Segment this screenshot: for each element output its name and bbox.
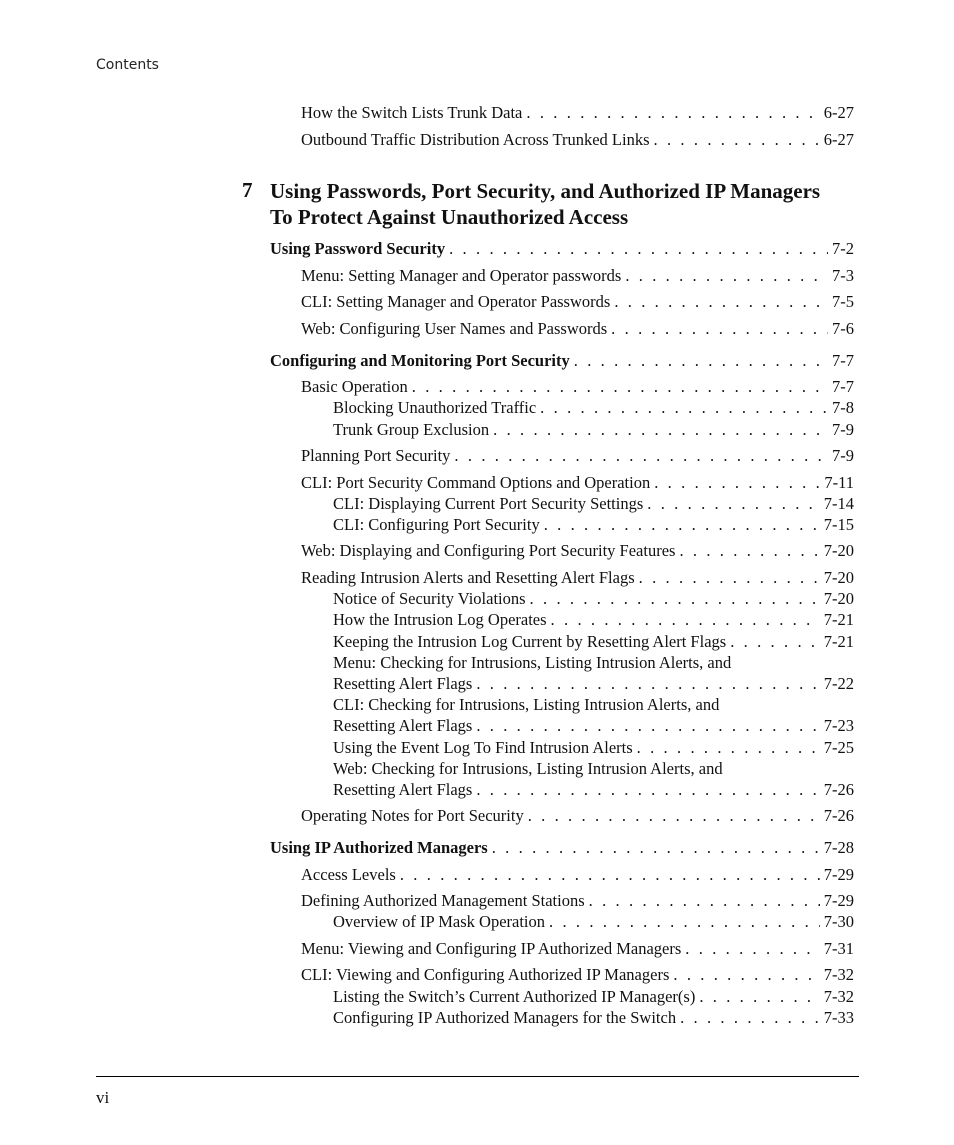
- toc-leader: [625, 266, 828, 286]
- toc-entry-title: Reading Intrusion Alerts and Resetting Alert Flags: [301, 568, 635, 587]
- toc-entry-title: Configuring and Monitoring Port Security: [270, 351, 570, 370]
- toc-leader: [528, 806, 820, 826]
- toc-entry-page: 7-20: [823, 568, 854, 587]
- toc-entry[interactable]: [301, 292, 854, 312]
- toc-leader: [611, 319, 828, 339]
- toc-entry[interactable]: [301, 891, 854, 911]
- toc-entry-title: Using IP Authorized Managers: [270, 838, 488, 857]
- toc-entry-page: 7-23: [823, 716, 854, 735]
- toc-entry-title: Defining Authorized Management Stations: [301, 891, 585, 910]
- toc-subentry[interactable]: [333, 780, 854, 800]
- toc-entry-page: 7-21: [823, 610, 854, 629]
- toc-leader: [551, 610, 820, 630]
- toc-leader: [637, 738, 820, 758]
- toc-entry[interactable]: [301, 865, 854, 885]
- toc-entry-title: Web: Configuring User Names and Passwords: [301, 319, 608, 338]
- toc-subentry[interactable]: [333, 610, 854, 630]
- toc-leader: [530, 589, 820, 609]
- toc-entry-title: Keeping the Intrusion Log Current by Resetting Alert Flags: [333, 632, 727, 651]
- toc-leader: [549, 912, 820, 932]
- toc-entry-page: 7-7: [832, 351, 854, 370]
- page-number: vi: [96, 1088, 110, 1107]
- toc-entry[interactable]: [301, 319, 854, 339]
- toc-entry-title: Configuring IP Authorized Managers for the Switch: [333, 1008, 677, 1027]
- toc-leader: [476, 716, 819, 736]
- toc-entry-title: Resetting Alert Flags: [333, 674, 473, 693]
- toc-entry-page: 7-26: [823, 780, 854, 799]
- toc-subentry[interactable]: [333, 515, 854, 535]
- toc-leader: [574, 351, 828, 371]
- toc-leader: [679, 541, 819, 561]
- chapter-number: 7: [242, 178, 253, 202]
- toc-entry-page: 7-2: [832, 239, 854, 258]
- toc-entry[interactable]: [301, 130, 854, 150]
- chapter-title: Using Passwords, Port Security, and Authorized IP Managers To Protect Against Unauthorized Access: [270, 179, 821, 229]
- toc-entry-page: 7-28: [823, 838, 854, 857]
- toc-entry[interactable]: [301, 103, 854, 123]
- toc-leader: [614, 292, 828, 312]
- toc-entry-title: Planning Port Security: [301, 446, 451, 465]
- toc-subentry[interactable]: [333, 738, 854, 758]
- toc-leader: [476, 780, 819, 800]
- toc-entry-title: Trunk Group Exclusion: [333, 420, 490, 439]
- toc-leader: [639, 568, 820, 588]
- toc-subentry-title-line[interactable]: Menu: Checking for Intrusions, Listing Intrusion Alerts, and: [333, 653, 732, 672]
- toc-subentry[interactable]: [333, 420, 854, 440]
- toc-subentry[interactable]: [333, 632, 854, 652]
- toc-entry-title: Resetting Alert Flags: [333, 780, 473, 799]
- toc-leader: [673, 965, 819, 985]
- toc-entry-page: 7-6: [832, 319, 854, 338]
- toc-entry[interactable]: [301, 806, 854, 826]
- toc-section-entry[interactable]: [270, 351, 854, 371]
- toc-entry[interactable]: [301, 377, 854, 397]
- toc-leader: [526, 103, 819, 123]
- toc-entry-title: Basic Operation: [301, 377, 408, 396]
- toc-entry-title: Web: Displaying and Configuring Port Security Features: [301, 541, 676, 560]
- toc-section-entry[interactable]: [270, 239, 854, 259]
- toc-subentry[interactable]: [333, 589, 854, 609]
- toc-entry-title: Blocking Unauthorized Traffic: [333, 398, 537, 417]
- toc-entry[interactable]: [301, 473, 854, 493]
- toc-entry-page: 7-29: [823, 891, 854, 910]
- toc-entry-title: CLI: Displaying Current Port Security Settings: [333, 494, 644, 513]
- toc-entry-page: 7-7: [832, 377, 854, 396]
- toc-entry-page: 7-20: [823, 589, 854, 608]
- toc-entry-title: CLI: Viewing and Configuring Authorized IP Managers: [301, 965, 670, 984]
- toc-entry-title: CLI: Configuring Port Security: [333, 515, 540, 534]
- toc-leader: [476, 674, 819, 694]
- toc-entry-title: CLI: Setting Manager and Operator Passwords: [301, 292, 611, 311]
- toc-section-entry[interactable]: [270, 838, 854, 858]
- toc-subentry[interactable]: [333, 912, 854, 932]
- toc-leader: [680, 1008, 820, 1028]
- toc-leader: [449, 239, 828, 259]
- toc-leader: [589, 891, 820, 911]
- toc-leader: [699, 987, 819, 1007]
- toc-entry-page: 7-20: [823, 541, 854, 560]
- toc-entry-page: 7-25: [823, 738, 854, 757]
- toc-entry-title: Resetting Alert Flags: [333, 716, 473, 735]
- toc-entry-page: 7-33: [823, 1008, 854, 1027]
- toc-entry[interactable]: [301, 965, 854, 985]
- toc-entry-title: Outbound Traffic Distribution Across Trunked Links: [301, 130, 650, 149]
- toc-entry-page: 7-29: [823, 865, 854, 884]
- toc-subentry-title-line[interactable]: CLI: Checking for Intrusions, Listing Intrusion Alerts, and: [333, 695, 720, 714]
- toc-subentry[interactable]: [333, 398, 854, 418]
- toc-leader: [493, 420, 828, 440]
- toc-leader: [412, 377, 828, 397]
- toc-entry-page: 7-32: [823, 965, 854, 984]
- toc-entry-page: 6-27: [823, 130, 854, 149]
- toc-entry-title: Menu: Viewing and Configuring IP Authorized Managers: [301, 939, 682, 958]
- toc-leader: [540, 398, 828, 418]
- toc-leader: [654, 130, 820, 150]
- toc-entry[interactable]: [301, 541, 854, 561]
- toc-leader: [400, 865, 820, 885]
- toc-entry-page: 7-14: [823, 494, 854, 513]
- toc-entry[interactable]: [301, 446, 854, 466]
- toc-entry-page: 7-9: [832, 420, 854, 439]
- toc-subentry[interactable]: [333, 716, 854, 736]
- footer-rule: [96, 1076, 859, 1077]
- toc-entry-title: Menu: Setting Manager and Operator passwords: [301, 266, 622, 285]
- toc-leader: [544, 515, 820, 535]
- toc-entry-title: Operating Notes for Port Security: [301, 806, 524, 825]
- toc-subentry-title-line[interactable]: Web: Checking for Intrusions, Listing Intrusion Alerts, and: [333, 759, 723, 778]
- toc-entry-title: Notice of Security Violations: [333, 589, 526, 608]
- toc-leader: [685, 939, 819, 959]
- toc-subentry[interactable]: [333, 494, 854, 514]
- toc-entry-page: 7-22: [823, 674, 854, 693]
- toc-entry-title: Overview of IP Mask Operation: [333, 912, 546, 931]
- toc-entry[interactable]: [301, 266, 854, 286]
- toc-entry-page: 7-30: [823, 912, 854, 931]
- toc-entry-title: Access Levels: [301, 865, 396, 884]
- toc-entry[interactable]: [301, 939, 854, 959]
- toc-entry-title: CLI: Port Security Command Options and Operation: [301, 473, 651, 492]
- toc-entry-page: 7-11: [824, 473, 854, 492]
- toc-entry-page: 7-21: [823, 632, 854, 651]
- toc-subentry[interactable]: [333, 1008, 854, 1028]
- toc-entry-page: 6-27: [823, 103, 854, 122]
- toc-leader: [730, 632, 820, 652]
- toc-entry-title: How the Intrusion Log Operates: [333, 610, 547, 629]
- toc-entry-page: 7-5: [832, 292, 854, 311]
- running-head: Contents: [96, 57, 159, 73]
- toc-entry-title: How the Switch Lists Trunk Data: [301, 103, 523, 122]
- toc-entry-page: 7-32: [823, 987, 854, 1006]
- toc-entry-page: 7-26: [823, 806, 854, 825]
- toc-leader: [654, 473, 820, 493]
- toc-entry-page: 7-3: [832, 266, 854, 285]
- toc-leader: [647, 494, 819, 514]
- toc-leader: [454, 446, 828, 466]
- toc-entry-page: 7-9: [832, 446, 854, 465]
- toc-entry-page: 7-15: [823, 515, 854, 534]
- toc-entry-title: Using Password Security: [270, 239, 446, 258]
- toc-leader: [492, 838, 820, 858]
- toc-entry[interactable]: [301, 568, 854, 588]
- toc-subentry[interactable]: [333, 987, 854, 1007]
- toc-entry-title: Using the Event Log To Find Intrusion Alerts: [333, 738, 633, 757]
- toc-entry-page: 7-8: [832, 398, 854, 417]
- toc-subentry[interactable]: [333, 674, 854, 694]
- toc-entry-title: Listing the Switch’s Current Authorized IP Manager(s): [333, 987, 696, 1006]
- toc-entry-page: 7-31: [823, 939, 854, 958]
